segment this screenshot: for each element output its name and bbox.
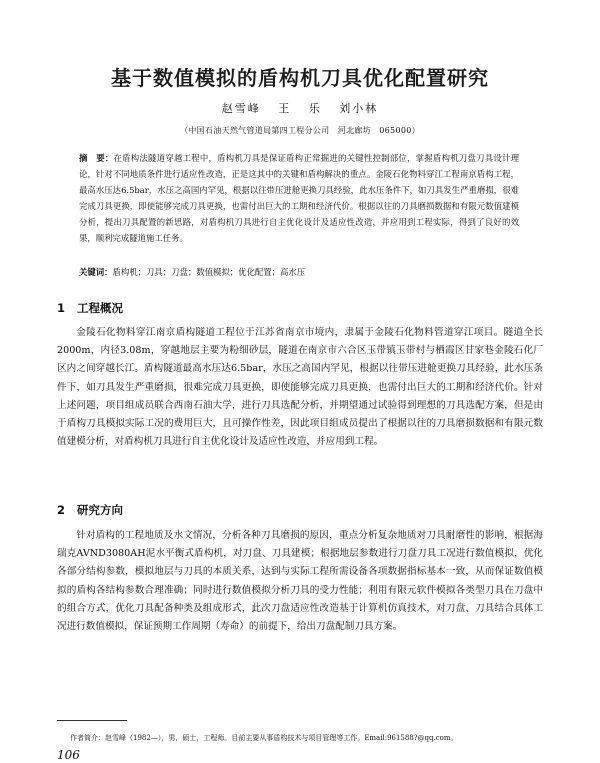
footnote-divider (57, 720, 127, 721)
abstract-text: 在盾构法隧道穿越工程中，盾构机刀具是保证盾构正常掘进的关键性控制部位，掌握盾构机刀盘刀具设计理论，针对不同地质条件进行适应性改造，正是这其中的关键和盾构解决的重点。金陵石化物料穿江工程南京盾构工程，最高水压达6.5bar，水压之高国内罕见，根据以往带压进舱更换刀具经验，此水压条件下，如刀具发生严重磨损，很难完成刀具更换，即使能够完成刀具更换，也需付出巨大的工期和经济代价。根据以往的刀具磨损数据和有限元数值建模分析，提出刀具配置的新思路，对盾构机刀具进行自主优化设计及适应性改造，并应用到工程实际，得到了良好的效果，顺利完成隧道施工任务。 (79, 153, 519, 243)
footnote-author-info: 作者简介：赵雪峰（1982—），男，硕士，工程师。目前主要从事盾构技术与项目管理等工作。Email:961588?@qq.com。 (70, 734, 458, 742)
section-heading (57, 300, 123, 316)
keywords-label: 关键词： (79, 267, 113, 277)
article-affiliation: （中国石油天然气管道局第四工程分公司 河北廊坊 065000） (180, 126, 420, 135)
section-paragraph: 针对盾构的工程地质及水文情况，分析各种刀具磨损的原因，重点分析复杂地质对刀具耐磨性的影响，根据海瑞克AVND3080AH泥水平衡式盾构机，对刀盘、刀具建模；根据地层参数进行刀盘刀具工况进行数值模拟，优化各部分结构参数，模拟地层与刀具的本质关系，达到与实际工程所需设备各项数据指标基本一致，从而保证数值模拟的盾构各结构参数合理准确；同时进行数值模拟分析刀具的受力性能；利用有限元软件模拟各类型刀具在刀盘中的组合方式，优化刀具配备种类及组成形式，此次刀盘适应性改造基于计算机仿真技术，对刀盘、刀具结合具体工况进行数值模拟，保证预期工作周期（寿命）的前提下，给出刀盘配制刀具方案。 (57, 530, 543, 633)
page-number: 106 (57, 748, 80, 762)
section-title: 工程概况 (77, 301, 123, 315)
section-number: 1 (57, 301, 66, 315)
keywords-text: 盾构机；刀具；刀盘；数值模拟；优化配置；高水压 (112, 267, 306, 277)
abstract-label: 摘 要： (79, 153, 114, 163)
article-title: 基于数值模拟的盾构机刀具优化配置研究 (111, 66, 489, 90)
abstract-block (79, 151, 519, 246)
section-paragraph: 金陵石化物料穿江南京盾构隧道工程位于江苏省南京市境内，隶属于金陵石化物料管道穿江项目。隧道全长2000m，内径3.08m，穿越地层主要为粉细砂层，隧道在南京市六合区玉带镇玉带村与栖霞区甘家巷金陵石化厂区内之间穿越长江。盾构隧道最高水压达6.5bar，水压之高国内罕见，根据以往带压进舱更换刀具经验，此水压条件下，如刀具发生严重磨损，很难完成刀具更换，即使能够完成刀具更换，也需付出巨大的工期和经济代价。针对上述问题，项目组成员联合西南石油大学，进行刀具选配分析，并期望通过试验得到理想的刀具选配方案，但是由于盾构刀具模拟实际工况的费用巨大，且可操作性差，因此项目组成员提出了根据以往的刀具磨损数据和有限元数值建模分析，对盾构机刀具进行自主优化设计及适应性改造，并应用到工程。 (57, 327, 543, 448)
section-number: 2 (57, 503, 66, 517)
section-heading (57, 502, 123, 518)
section-title: 研究方向 (77, 503, 123, 517)
keywords-block (79, 265, 519, 279)
article-authors: 赵雪峰 王 乐 刘小林 (221, 102, 379, 115)
